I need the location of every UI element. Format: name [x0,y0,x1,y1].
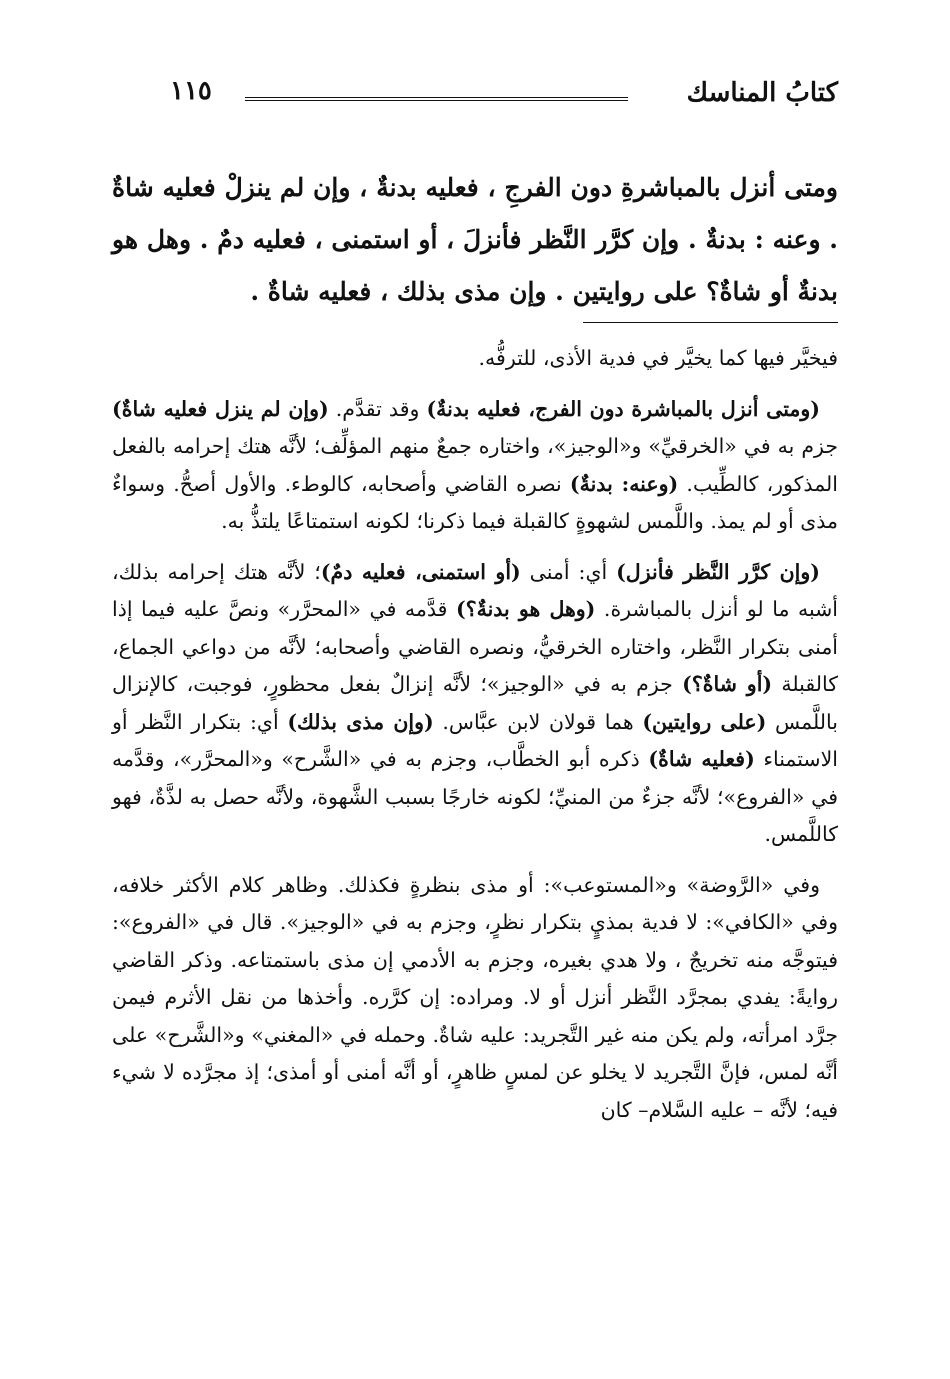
commentary-paragraph-3 [112,554,838,854]
quoted-matn: (وهل هو بدنةٌ؟) [456,597,596,621]
commentary [112,340,838,1142]
commentary-text: ذكره أبو الخطَّاب، وجزم به في «الشَّرح» و«المحرَّر»، وقدَّمه في «الفروع»؛ لأنَّه جزءٌ من المنيِّ؛ لكونه خارجًا بسبب الشَّهوة، ولأنَّه حصل به لذَّةٌ، فهو كاللَّمس. [112,747,838,846]
quoted-matn: (فعليه شاةٌ) [648,747,755,771]
page-number: ١١٥ [170,76,212,106]
commentary-paragraph-4: وفي «الرَّوضة» و«المستوعب»: أو مذى بنظرةٍ فكذلك. وظاهر كلام الأكثر خلافه، وفي «الكافي»: لا فدية بمذيٍ بتكرار نظرٍ، وجزم به في «الوجيز». قال في «الفروع»: فيتوجَّه منه تخريجٌ ، ولا هدي بغيره، وجزم به الأدمي إن مذى باستمتاعه. وذكر القاضي روايةً: يفدي بمجرَّد النَّظر أنزل أو لا. ومراده: إن كرَّره. وأخذها من نقل الأثرم فيمن جرَّد امرأته، ولم يكن منه غير التَّجريد: عليه شاةٌ. وحمله في «المغني» و«الشَّرح» على أنَّه لمس، فإنَّ التَّجريد لا يخلو عن لمسٍ ظاهرٍ، أو أنَّه أمنى أو أمذى؛ إذ مجرَّده لا شيء فيه؛ لأنَّه – عليه السَّلام– كان [112,872,838,1122]
commentary-text: أي: بتكرار النَّظر أو الاستمناء [112,709,838,771]
quoted-matn: (ومتى أنزل بالمباشرة دون الفرج، فعليه بدنةٌ) [426,396,820,421]
running-header [170,78,838,118]
commentary-text: قدَّمه في «المحرَّر» ونصَّ عليه فيما إذا أمنى بتكرار النَّظر، واختاره الخرقيُّ، ونصره القاضي وأصحابه؛ لأنَّه من دواعي الجماع، كالقبلة [112,597,838,696]
commentary-text: جزم به في «الخرقيِّ» و«الوجيز»، واختاره جمعٌ منهم المؤلِّف؛ لأنَّه هتك إحرامه بالفعل المذكور، كالطِّيب. [112,434,838,496]
commentary-text: ؛ لأنَّه هتك إحرامه بذلك، أشبه ما لو أنزل بالمباشرة. [112,559,839,621]
commentary-text: جزم به في «الوجيز»؛ لأنَّه إنزالٌ بفعل محظورٍ، فوجبت، كالإنزال باللَّمس [112,672,838,734]
quoted-matn: (أو شاةٌ؟) [682,672,773,696]
commentary-paragraph-2 [112,391,838,541]
header-rule [245,97,628,101]
quoted-matn: (وإن مذى بذلك) [287,709,434,734]
footnote-separator [583,322,838,323]
quoted-matn: (أو استمنى، فعليه دمٌ) [320,559,521,584]
quoted-matn: (وإن لم ينزل فعليه شاةٌ) [112,396,329,421]
commentary-text: أي: أمنى [520,559,617,584]
quoted-matn: (على روايتين) [642,709,767,734]
running-title: كتابُ المناسك [686,78,838,108]
commentary-text: هما قولان لابن عبَّاس. [433,709,643,734]
main-text-paragraph: ومتى أنزل بالمباشرةِ دون الفرجِ ، فعليه بدنةٌ ، وإن لم ينزلْ فعليه شاةٌ . وعنه : بدنةٌ . وإن كرَّر النَّظر فأنزلَ ، أو استمنى ، فعليه دمٌ . وهل هو بدنةٌ أو شاةٌ؟ على روايتين . وإن مذى بذلك ، فعليه شاةٌ . [112,173,838,306]
commentary-paragraph-1: فيخيَّر فيها كما يخيَّر في فدية الأذى، للترفُّه. [478,346,838,370]
quoted-matn: (وعنه: بدنةٌ) [569,471,679,496]
commentary-text: نصره القاضي وأصحابه، كالوطء. والأول أصحُّ. وسواءٌ مذى أو لم يمذ. واللَّمس لشهوةٍ كالقبلة فيما ذكرنا؛ لكونه استمتاعًا يلتذُّ به. [112,471,838,533]
commentary-text: وقد تقدَّم. [328,396,427,421]
main-text [112,162,838,318]
quoted-matn: (وإن كرَّر النَّظر فأنزل) [616,559,820,584]
